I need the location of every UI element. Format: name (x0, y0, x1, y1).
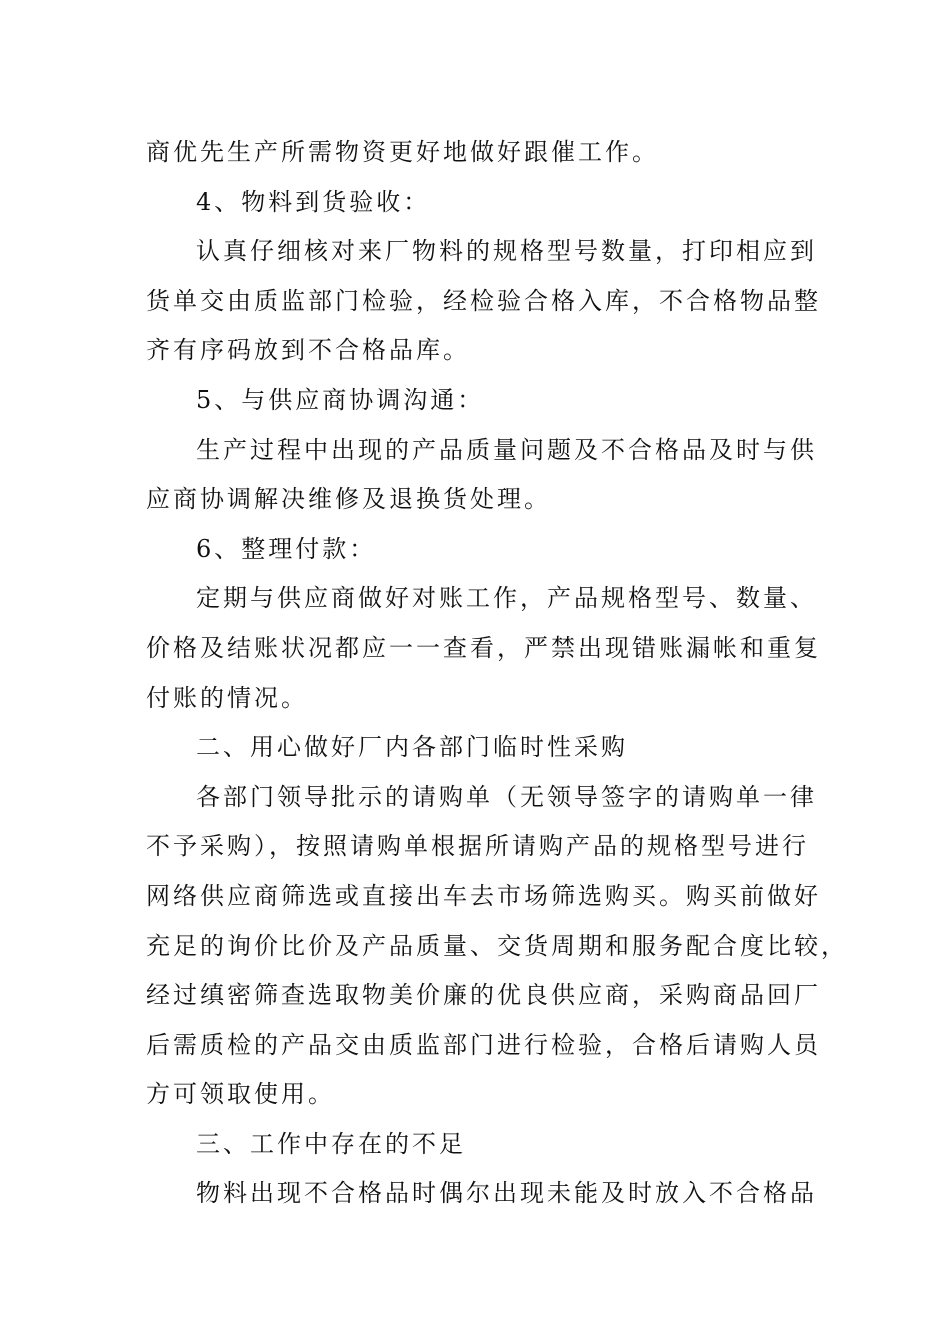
text-line: 货单交由质监部门检验，经检验合格入库，不合格物品整 (146, 286, 821, 315)
text-line: 认真仔细核对来厂物料的规格型号数量，打印相应到 (196, 237, 817, 266)
text-line: 商优先生产所需物资更好地做好跟催工作。 (146, 138, 659, 166)
section-heading: 6、整理付款： (196, 534, 377, 563)
text-line: 网络供应商筛选或直接出车去市场筛选购买。购买前做好 (146, 881, 821, 910)
text-line: 定期与供应商做好对账工作，产品规格型号、数量、 (196, 584, 817, 613)
section-heading: 5、与供应商协调沟通： (196, 385, 485, 414)
text-line: 不予采购），按照请购单根据所请购产品的规格型号进行 (146, 832, 809, 861)
text-line: 齐有序码放到不合格品库。 (146, 336, 470, 365)
text-line: 各部门领导批示的请购单（无领导签字的请购单一律 (196, 782, 817, 811)
text-line: 后需质检的产品交由质监部门进行检验，合格后请购人员 (146, 1030, 821, 1059)
text-line: 生产过程中出现的产品质量问题及不合格品及时与供 (196, 435, 817, 464)
text-line: 付账的情况。 (146, 683, 308, 712)
text-line: 充足的询价比价及产品质量、交货周期和服务配合度比较， (146, 931, 848, 960)
text-line: 物料出现不合格品时偶尔出现未能及时放入不合格品 (196, 1179, 817, 1208)
section-heading: 三、工作中存在的不足 (196, 1129, 466, 1158)
text-line: 价格及结账状况都应一一查看，严禁出现错账漏帐和重复 (146, 633, 821, 662)
text-line: 方可领取使用。 (146, 1080, 335, 1109)
section-heading: 4、物料到货验收： (196, 187, 431, 216)
document-body (146, 128, 848, 1219)
text-line: 经过缜密筛查选取物美价廉的优良供应商，采购商品回厂 (146, 981, 821, 1010)
text-line: 应商协调解决维修及退换货处理。 (146, 485, 551, 514)
section-heading: 二、用心做好厂内各部门临时性采购 (196, 733, 628, 762)
